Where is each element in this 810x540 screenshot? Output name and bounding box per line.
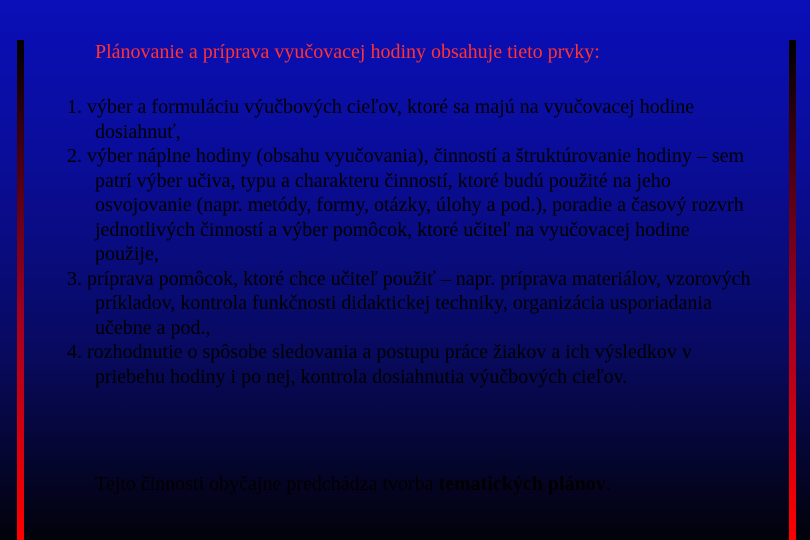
slide-footer — [95, 473, 611, 496]
slide-item-list — [67, 95, 757, 389]
list-item: 2. výber náplne hodiny (obsahu vyučovania), činností a štruktúrovanie hodiny – sem patrí výber učiva, typu a charakteru činností, ktoré budú použité na jeho osvojovanie (napr. metódy, formy, otázky, úlohy a pod.), poradie a časový rozvrh jednotlivých činností a výber pomôcok, ktoré učiteľ na vyučovacej hodine použije, — [67, 145, 745, 265]
footer-text-after: . — [605, 473, 611, 495]
footer-text-before: Tejto činnosti obyčajne predchádza tvorba — [95, 473, 439, 495]
slide-title: Plánovanie a príprava vyučovacej hodiny obsahuje tieto prvky: — [95, 41, 600, 63]
left-decorative-bar — [17, 40, 24, 540]
list-item: 3. príprava pomôcok, ktoré chce učiteľ použiť – napr. príprava materiálov, vzorových príkladov, kontrola funkčnosti didaktickej techniky, organizácia usporiadania učebne a pod., — [67, 267, 751, 339]
right-decorative-bar — [789, 40, 796, 540]
footer-bold-text: tematických plánov — [438, 473, 606, 495]
list-item: 4. rozhodnutie o spôsobe sledovania a postupu práce žiakov a ich výsledkov v priebehu hodiny i po nej, kontrola dosiahnutia výučbových cieľov. — [67, 341, 692, 388]
list-item: 1. výber a formuláciu výučbových cieľov, ktoré sa majú na vyučovacej hodine dosiahnuť, — [67, 96, 695, 143]
